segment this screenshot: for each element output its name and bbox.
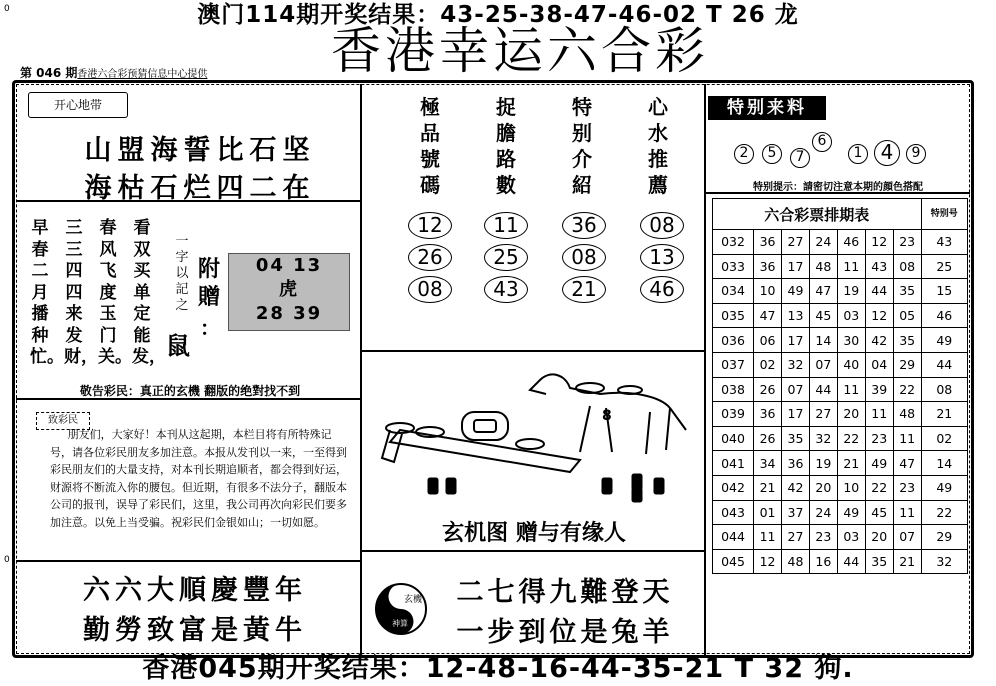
table-cell-number: 48 <box>893 402 921 427</box>
pick-1-2: 26 <box>408 244 452 271</box>
table-cell-number: 44 <box>837 549 865 574</box>
pick-3-2: 08 <box>562 244 606 271</box>
table-row <box>713 402 968 427</box>
table-cell-number: 20 <box>837 402 865 427</box>
issue-number: 第 046 期 <box>20 66 78 80</box>
cup-1 <box>428 478 438 494</box>
table-cell-issue: 042 <box>713 475 754 500</box>
intro-paragraph: 朋友们，大家好！本刊从这起期，本栏目将有所特殊记号，请各位彩民朋友多加注意。本报从发刊以一来，一至得到彩民朋友们的大量支持，对本刊长期追顺者，都会得到好运，财源将不断流入你的腰包。但近期，有很多不法分子，翻版本公司的报刊，误导了彩民们，这里，我公司再次向彩民们要多加注意。以免上当受骗。祝彩民们金银如山；一切如愿。 <box>50 428 347 529</box>
yin-yang-icon <box>374 582 428 636</box>
table-row <box>713 352 968 377</box>
table-cell-number: 49 <box>782 279 810 304</box>
table-cell-number: 49 <box>837 500 865 525</box>
plank-leg <box>382 430 402 462</box>
table-row <box>713 426 968 451</box>
cup-5 <box>632 488 642 502</box>
table-row <box>713 377 968 402</box>
pick-2-3: 43 <box>484 276 528 303</box>
table-cell-number: 35 <box>893 279 921 304</box>
bowl-3 <box>516 439 544 449</box>
table-cell-number: 23 <box>809 525 837 550</box>
yin-yang-subtext: 神算 <box>392 619 408 628</box>
table-cell-number: 27 <box>809 402 837 427</box>
table-cell-issue: 038 <box>713 377 754 402</box>
table-cell-number: 21 <box>893 549 921 574</box>
coin-hole <box>474 420 496 432</box>
table-cell-special: 49 <box>921 328 967 353</box>
table-cell-special: 14 <box>921 451 967 476</box>
table-cell-special: 22 <box>921 500 967 525</box>
table-cell-number: 20 <box>865 525 893 550</box>
table-cell-issue: 043 <box>713 500 754 525</box>
table-cell-number: 22 <box>865 475 893 500</box>
table-cell-number: 22 <box>837 426 865 451</box>
table-cell-special: 43 <box>921 230 967 255</box>
ball-7: 9 <box>906 144 926 164</box>
divider-left <box>360 84 362 656</box>
table-row <box>713 500 968 525</box>
gift-box-row-2: 虎 <box>279 279 299 300</box>
corner-mark: 0 <box>4 4 10 14</box>
table-cell-special: 29 <box>921 525 967 550</box>
table-cell-number: 26 <box>754 377 782 402</box>
special-hint: 特别提示：請密切注意本期的顔色搭配 <box>753 182 923 193</box>
pick-2-2: 25 <box>484 244 528 271</box>
table-cell-number: 23 <box>865 426 893 451</box>
pick-1-1: 12 <box>408 212 452 239</box>
table-cell-number: 43 <box>865 254 893 279</box>
table-cell-number: 23 <box>893 475 921 500</box>
proverb-line-2: 一步到位是兔羊 <box>456 617 674 648</box>
table-cell-number: 44 <box>865 279 893 304</box>
bottom-verse-2: 勤勞致富是黃牛 <box>83 615 307 646</box>
table-cell-number: 36 <box>782 451 810 476</box>
table-cell-number: 34 <box>754 451 782 476</box>
ball-5: 1 <box>848 144 868 164</box>
table-cell-number: 45 <box>809 303 837 328</box>
table-cell-number: 36 <box>754 254 782 279</box>
table-cell-special: 49 <box>921 475 967 500</box>
gift-box-row-1: 04 13 <box>255 255 323 276</box>
table-cell-number: 44 <box>809 377 837 402</box>
table-row <box>713 475 968 500</box>
draw-schedule-table <box>712 198 968 574</box>
table-cell-number: 47 <box>754 303 782 328</box>
table-corner-header: 特别号 <box>921 199 967 230</box>
side-small-text: 一字以記之 <box>175 234 189 313</box>
table-cell-issue: 033 <box>713 254 754 279</box>
mystery-caption: 玄机图 赠与有缘人 <box>442 521 626 546</box>
poem-column-2: 三三四四来发财， <box>64 218 98 367</box>
table-cell-issue: 044 <box>713 525 754 550</box>
table-cell-number: 07 <box>893 525 921 550</box>
pick-4-3: 46 <box>640 276 684 303</box>
pick-4-1: 08 <box>640 212 684 239</box>
table-cell-special: 02 <box>921 426 967 451</box>
table-cell-number: 17 <box>782 328 810 353</box>
notice-text: 敬告彩民：真正的玄機 翻版的绝對找不到 <box>79 384 301 398</box>
table-cell-issue: 036 <box>713 328 754 353</box>
pick-3-1: 36 <box>562 212 606 239</box>
divider-left-3 <box>16 560 362 562</box>
table-cell-number: 36 <box>754 230 782 255</box>
table-cell-number: 12 <box>865 230 893 255</box>
table-cell-number: 39 <box>865 377 893 402</box>
table-cell-special: 46 <box>921 303 967 328</box>
table-cell-number: 03 <box>837 525 865 550</box>
table-cell-number: 46 <box>837 230 865 255</box>
poem-column-1: 早春二月播种忙。 <box>30 218 64 367</box>
table-row <box>713 230 968 255</box>
table-cell-number: 08 <box>893 254 921 279</box>
issue-line <box>20 64 207 81</box>
table-cell-special: 08 <box>921 377 967 402</box>
column-heading-3: 特别介紹 <box>572 95 592 197</box>
cup-2 <box>446 478 456 494</box>
table-cell-number: 21 <box>837 451 865 476</box>
table-cell-number: 32 <box>782 352 810 377</box>
divider-mid-1 <box>360 350 706 352</box>
table-cell-number: 03 <box>837 303 865 328</box>
table-cell-number: 10 <box>754 279 782 304</box>
table-cell-number: 24 <box>809 500 837 525</box>
table-cell-number: 27 <box>782 230 810 255</box>
hongkong-result-footer: 香港045期开奖结果：12-48-16-44-35-21 T 32 狗. <box>142 653 854 684</box>
coin <box>462 412 508 440</box>
table-row <box>713 328 968 353</box>
table-cell-number: 14 <box>809 328 837 353</box>
table-row <box>713 451 968 476</box>
table-row <box>713 549 968 574</box>
table-cell-number: 11 <box>837 377 865 402</box>
gift-label: 附贈 <box>197 257 220 310</box>
table-cell-special: 32 <box>921 549 967 574</box>
table-row <box>713 254 968 279</box>
mid-mark: 0 <box>4 555 10 565</box>
table-cell-number: 32 <box>809 426 837 451</box>
table-cell-number: 29 <box>893 352 921 377</box>
table-cell-number: 06 <box>754 328 782 353</box>
table-cell-number: 13 <box>782 303 810 328</box>
cup-6 <box>654 478 664 494</box>
table-cell-number: 23 <box>893 230 921 255</box>
mystery-picture <box>370 360 700 510</box>
paragraph-badge: 致彩民 <box>36 412 90 430</box>
table-cell-number: 36 <box>754 402 782 427</box>
table-cell-number: 40 <box>837 352 865 377</box>
table-cell-number: 42 <box>782 475 810 500</box>
table-cell-issue: 040 <box>713 426 754 451</box>
table-cell-number: 11 <box>893 500 921 525</box>
table-cell-number: 21 <box>754 475 782 500</box>
pick-2-1: 11 <box>484 212 528 239</box>
table-cell-special: 44 <box>921 352 967 377</box>
table-cell-number: 07 <box>809 352 837 377</box>
table-cell-issue: 035 <box>713 303 754 328</box>
ball-1: 2 <box>734 144 754 164</box>
table-cell-number: 30 <box>837 328 865 353</box>
table-cell-issue: 039 <box>713 402 754 427</box>
divider-mid-2 <box>360 550 706 552</box>
ball-3: 7 <box>790 148 810 168</box>
table-cell-number: 12 <box>754 549 782 574</box>
table-cell-number: 42 <box>865 328 893 353</box>
issue-provider: 香港六合彩预猜信息中心提供 <box>77 69 208 80</box>
table-cell-special: 15 <box>921 279 967 304</box>
table-cell-issue: 037 <box>713 352 754 377</box>
column-heading-1: 極品號碼 <box>420 95 440 197</box>
table-cell-number: 11 <box>754 525 782 550</box>
table-cell-number: 02 <box>754 352 782 377</box>
plank <box>390 430 580 472</box>
table-cell-number: 01 <box>754 500 782 525</box>
table-cell-number: 22 <box>893 377 921 402</box>
table-row <box>713 279 968 304</box>
table-cell-number: 35 <box>865 549 893 574</box>
horse-number: 8 <box>602 408 612 424</box>
table-cell-number: 11 <box>837 254 865 279</box>
proverb-line-1: 二七得九難登天 <box>456 577 674 608</box>
pick-3-3: 21 <box>562 276 606 303</box>
ball-2: 5 <box>762 144 782 164</box>
ball-4: 6 <box>812 132 832 152</box>
table-cell-special: 25 <box>921 254 967 279</box>
table-cell-number: 17 <box>782 402 810 427</box>
bottom-verse-1: 六六大順慶豐年 <box>83 575 307 606</box>
table-cell-number: 04 <box>865 352 893 377</box>
gift-box <box>228 253 350 331</box>
verse-line-1: 山盟海誓比石坚 <box>84 135 316 166</box>
gift-colon: ： <box>200 316 220 340</box>
table-cell-issue: 045 <box>713 549 754 574</box>
table-cell-number: 11 <box>865 402 893 427</box>
table-cell-number: 37 <box>782 500 810 525</box>
table-cell-number: 19 <box>809 451 837 476</box>
table-cell-number: 17 <box>782 254 810 279</box>
gift-box-row-3: 28 39 <box>255 303 323 324</box>
table-cell-number: 27 <box>782 525 810 550</box>
table-cell-special: 21 <box>921 402 967 427</box>
column-heading-4: 心水推薦 <box>648 95 668 197</box>
table-title: 六合彩票排期表 <box>713 199 922 230</box>
poem-column-3: 春风飞度玉门关。 <box>98 218 132 367</box>
divider-right <box>704 84 706 656</box>
table-cell-number: 20 <box>809 475 837 500</box>
poem-column-4: 看双买单定能发， <box>132 218 166 367</box>
table-cell-number: 10 <box>837 475 865 500</box>
table-cell-number: 48 <box>809 254 837 279</box>
cup-3 <box>602 478 612 494</box>
table-cell-number: 19 <box>837 279 865 304</box>
pick-1-3: 08 <box>408 276 452 303</box>
table-cell-number: 48 <box>782 549 810 574</box>
column-heading-2: 捉膽路數 <box>496 95 516 197</box>
table-cell-number: 45 <box>865 500 893 525</box>
macau-result-header: 澳门114期开奖结果：43-25-38-47-46-02 T 26 龙 <box>197 2 799 28</box>
table-cell-issue: 032 <box>713 230 754 255</box>
table-cell-number: 35 <box>893 328 921 353</box>
table-cell-issue: 041 <box>713 451 754 476</box>
page-title: 香港幸运六合彩 <box>331 22 709 80</box>
special-material-title: 特别来料 <box>708 96 826 120</box>
table-cell-issue: 034 <box>713 279 754 304</box>
table-row <box>713 525 968 550</box>
table-cell-number: 12 <box>865 303 893 328</box>
table-row <box>713 303 968 328</box>
table-cell-number: 35 <box>782 426 810 451</box>
pick-4-2: 13 <box>640 244 684 271</box>
table-cell-number: 24 <box>809 230 837 255</box>
yin-yang-text: 玄機 <box>404 595 423 605</box>
table-cell-number: 05 <box>893 303 921 328</box>
table-cell-number: 26 <box>754 426 782 451</box>
happy-zone-badge: 开心地带 <box>28 92 128 118</box>
ball-6: 4 <box>874 140 900 166</box>
table-cell-number: 47 <box>809 279 837 304</box>
table-cell-number: 47 <box>893 451 921 476</box>
table-cell-number: 49 <box>865 451 893 476</box>
table-cell-number: 16 <box>809 549 837 574</box>
table-cell-number: 07 <box>782 377 810 402</box>
verse-line-2: 海枯石烂四二在 <box>84 173 316 204</box>
table-cell-number: 11 <box>893 426 921 451</box>
gift-big-char: 鼠 <box>166 331 190 360</box>
